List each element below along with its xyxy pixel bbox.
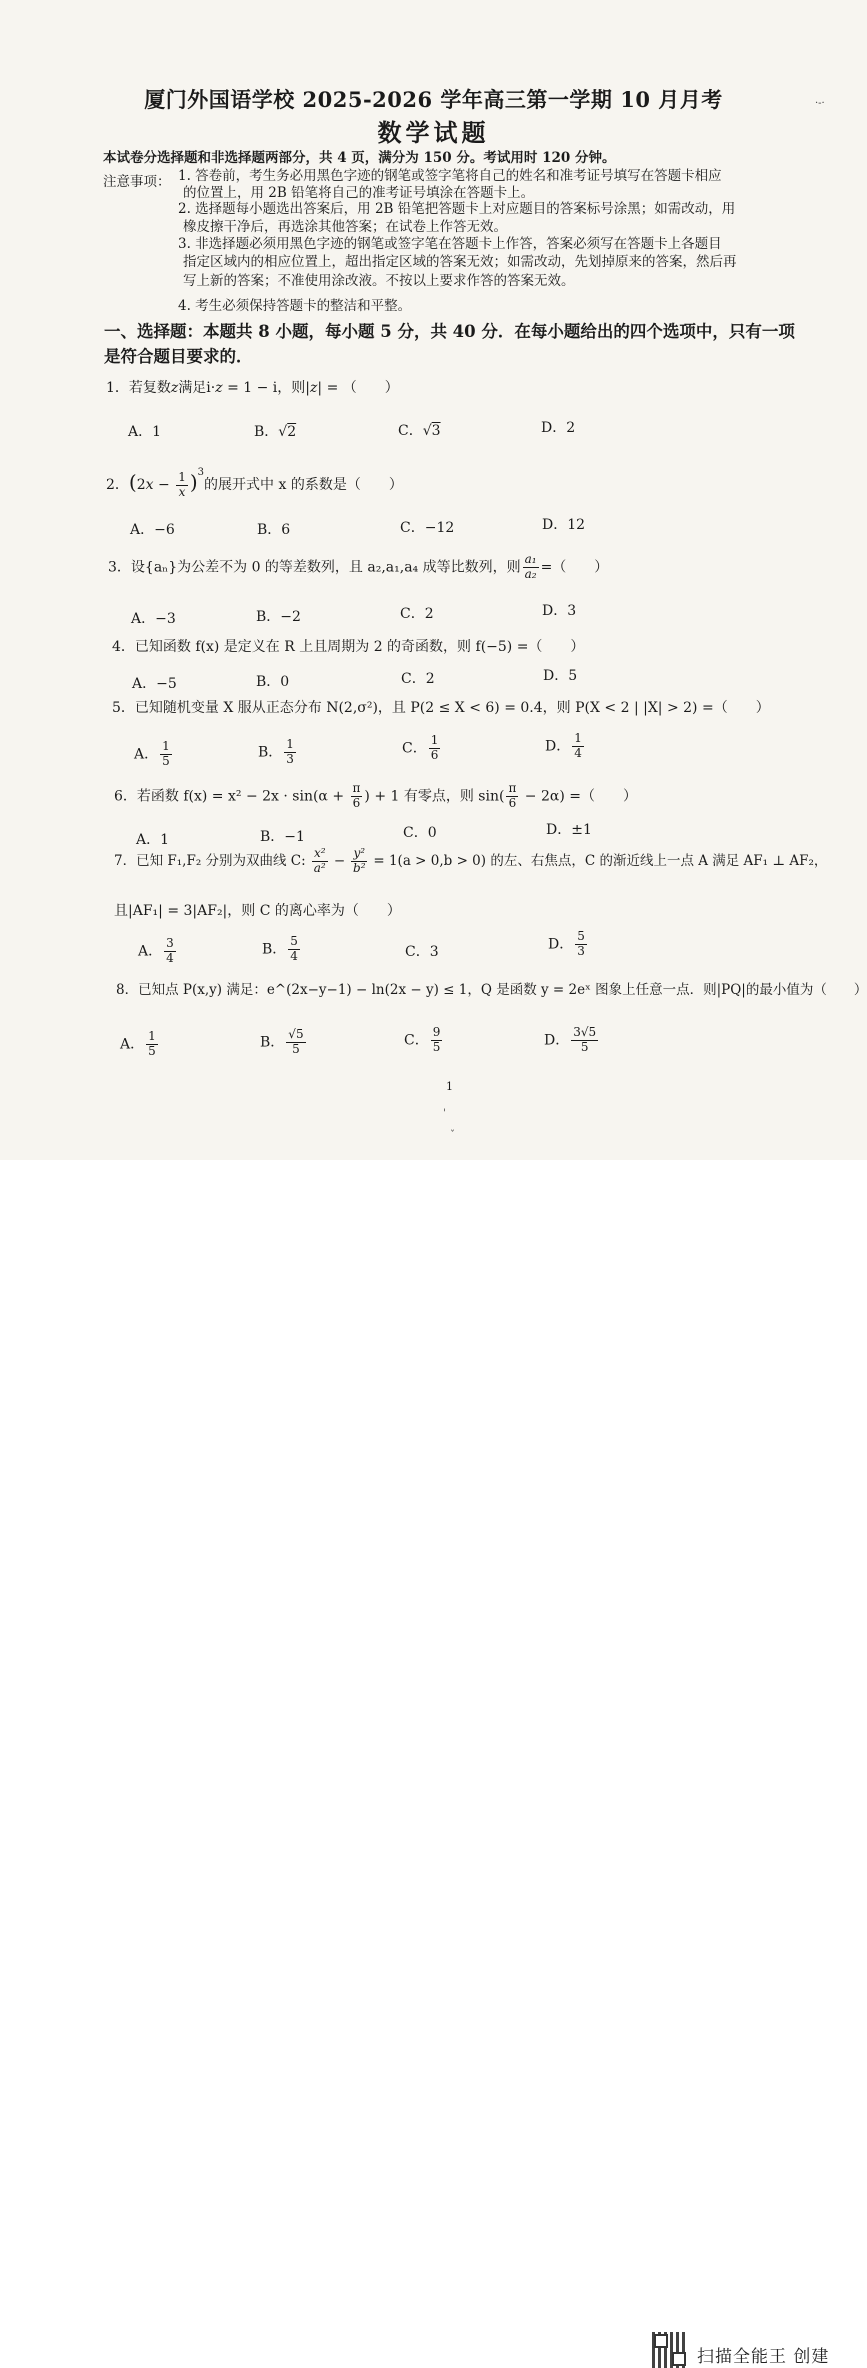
q3-option-a: A．−3 xyxy=(131,611,176,627)
q4-option-d: D．5 xyxy=(543,668,578,684)
note-3-line3: 写上新的答案；不准使用涂改液。不按以上要求作答的答案无效。 xyxy=(183,273,575,289)
q6-option-b: B．−1 xyxy=(260,829,305,845)
q3-option-c: C．2 xyxy=(400,606,434,622)
q4-option-b: B．0 xyxy=(256,674,290,690)
q3-option-d: D．3 xyxy=(542,603,577,619)
q2-option-a: A．−6 xyxy=(130,522,175,538)
q6-option-c: C．0 xyxy=(403,825,437,841)
q7-option-c: C．3 xyxy=(405,944,439,960)
q5-option-b: B． $\frac{1}{3}$ xyxy=(258,737,294,766)
exam-subtitle: 数学试题 xyxy=(377,118,490,147)
q7-option-d: D． $\frac{5}{3}$ xyxy=(548,929,585,958)
q2-option-d: D．12 xyxy=(542,517,586,533)
q6-option-d: D．±1 xyxy=(546,822,592,838)
note-4: 4. 考生必须保持答题卡的整洁和平整。 xyxy=(178,298,412,314)
q8-option-d: D． $\frac{3√5}{5}$ xyxy=(544,1025,597,1054)
q7-option-a: A． $\frac{3}{4}$ xyxy=(138,936,174,965)
scan-speck: ·-· xyxy=(815,98,825,109)
q2-option-b: B．6 xyxy=(257,522,291,538)
question-4: 4．已知函数 f(x) 是定义在 R 上且周期为 2 的奇函数，则 f(−5) =（ ） xyxy=(112,639,585,655)
q2-option-c: C．−12 xyxy=(400,520,455,536)
question-7-line1: 7．已知 F₁,F₂ 分别为双曲线 C: $\frac{\text{x²}}{\text{a²}}$ − $\frac{\text{y²}}{\text{b²}}$ = 1(a > 0,b > 0) 的左、右焦点，C 的渐近线上一点 A 满足 AF₁ ⊥ AF₂， xyxy=(114,846,828,875)
scanner-watermark: 扫描全能王 创建 xyxy=(697,2347,830,2367)
question-5: 5．已知随机变量 X 服从正态分布 N(2,σ²)，且 P(2 ≤ X < 6) = 0.4，则 P(X < 2 | |X| > 2) =（ ） xyxy=(112,700,770,716)
q7-option-b: B． $\frac{5}{4}$ xyxy=(262,934,298,963)
scan-speck: ' xyxy=(443,1108,446,1119)
q8-option-b: B． $\frac{√5}{5}$ xyxy=(260,1027,304,1056)
q4-option-a: A．−5 xyxy=(132,676,177,692)
qr-code-icon xyxy=(652,2332,688,2368)
question-6: 6．若函数 f(x) = x² − 2x · sin(α + $\frac{\pi}{6}$ ) + 1 有零点，则 sin( $\frac{\pi}{6}$ − 2α) =（ ） xyxy=(114,781,637,810)
notes-label: 注意事项： xyxy=(103,174,171,190)
q1-option-b: B．√2 xyxy=(254,424,297,440)
page-number: 1 xyxy=(446,1080,453,1093)
q6-option-a: A．1 xyxy=(136,832,170,848)
note-3-line1: 3. 非选择题必须用黑色字迹的钢笔或签字笔在答题卡上作答，答案必须写在答题卡上各题目 xyxy=(178,236,722,252)
section-heading-line2: 是符合题目要求的． xyxy=(104,347,253,366)
q1-option-a: A．1 xyxy=(128,424,162,440)
q5-option-a: A． $\frac{1}{5}$ xyxy=(134,739,170,768)
exam-title: 厦门外国语学校 2025-2026 学年高三第一学期 10 月月考 xyxy=(144,87,723,112)
note-2-line2: 橡皮擦干净后，再选涂其他答案；在试卷上作答无效。 xyxy=(183,219,507,235)
q8-option-c: C． $\frac{9}{5}$ xyxy=(404,1025,441,1054)
question-7-line2: 且|AF₁| = 3|AF₂|，则 C 的离心率为（ ） xyxy=(114,903,401,919)
note-1-line1: 1. 答卷前，考生务必用黑色字迹的钢笔或签字笔将自己的姓名和准考证号填写在答题卡相应 xyxy=(178,168,722,184)
question-1: 1．若复数z满足i·z = 1 − i，则|z| = （ ） xyxy=(106,380,399,396)
question-3: 3．设{aₙ}为公差不为 0 的等差数列，且 a₂,a₁,a₄ 成等比数列，则 $\frac{\text{a₁}}{\text{a₂}}$ =（ ） xyxy=(108,552,609,581)
note-1-line2: 的位置上，用 2B 铅笔将自己的准考证号填涂在答题卡上。 xyxy=(183,185,535,201)
question-8: 8．已知点 P(x,y) 满足：e^(2x−y−1) − ln(2x − y) ≤ 1，Q 是函数 y = 2eˣ 图象上任意一点．则|PQ|的最小值为（ ） xyxy=(116,982,867,998)
q1-option-c: C．√3 xyxy=(398,423,441,439)
note-2-line1: 2. 选择题每小题选出答案后，用 2B 铅笔把答题卡上对应题目的答案标号涂黑；如需改动，用 xyxy=(178,201,736,217)
scan-speck: ˇ xyxy=(450,1130,455,1141)
intro-text: 本试卷分选择题和非选择题两部分，共 4 页，满分为 150 分。考试用时 120 分钟。 xyxy=(103,150,616,166)
exam-sheet xyxy=(0,0,867,1160)
q5-option-c: C． $\frac{1}{6}$ xyxy=(402,733,439,762)
q5-option-d: D． $\frac{1}{4}$ xyxy=(545,731,582,760)
scanner-footer xyxy=(0,1160,867,2367)
note-3-line2: 指定区域内的相应位置上，超出指定区域的答案无效；如需改动，先划掉原来的答案，然后再 xyxy=(183,254,737,270)
section-heading-line1: 一、选择题：本题共 8 小题，每小题 5 分，共 40 分．在每小题给出的四个选项中，只有一项 xyxy=(104,322,795,341)
q4-option-c: C．2 xyxy=(401,671,435,687)
q1-option-d: D．2 xyxy=(541,420,576,436)
question-2: 2．(2x − $\frac{1}{x}$ )$^3$的展开式中 x 的系数是（ ） xyxy=(106,467,403,499)
q8-option-a: A． $\frac{1}{5}$ xyxy=(120,1029,156,1058)
q3-option-b: B．−2 xyxy=(256,609,301,625)
